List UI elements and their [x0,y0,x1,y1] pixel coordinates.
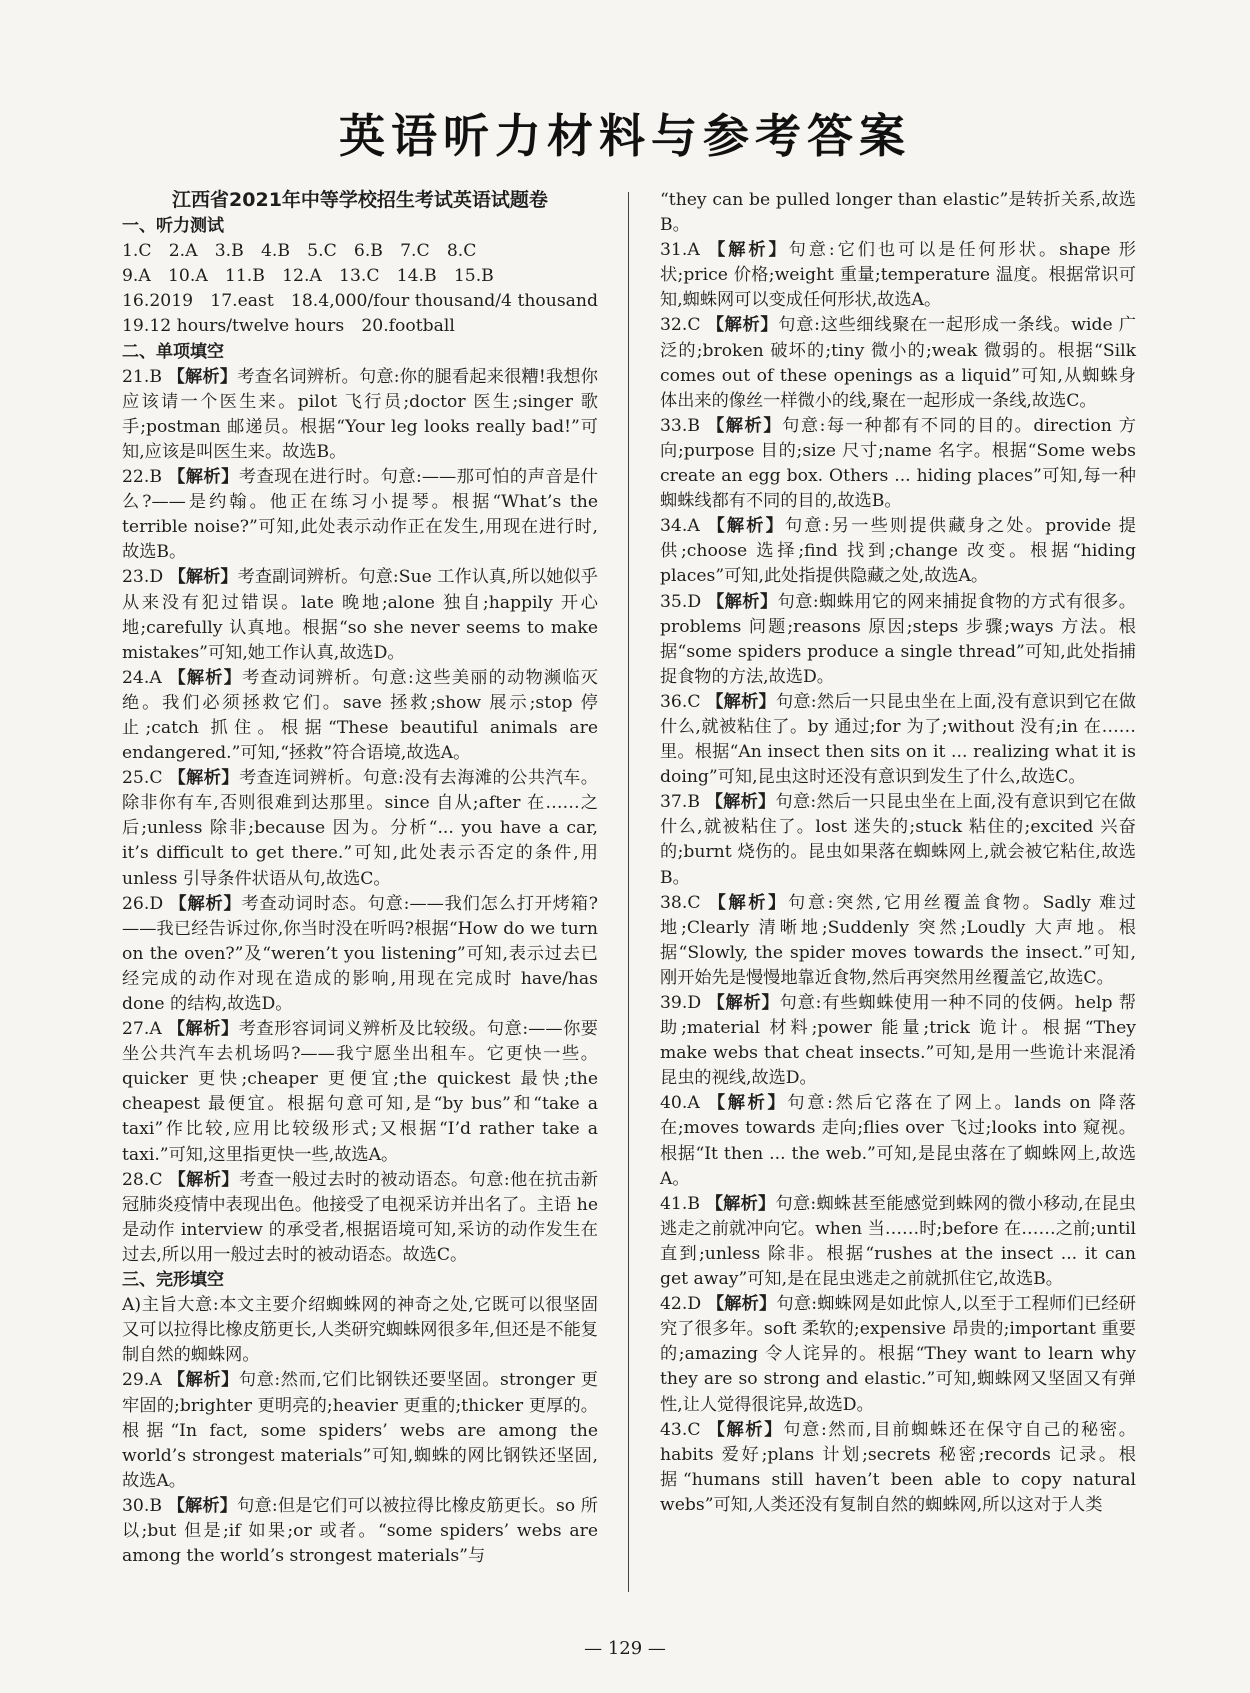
answer-list [660,238,1136,1518]
left-column [122,188,598,1569]
answer-explanation: 考查副词辨析。句意:Sue 工作认真,所以她似乎从来没有犯过错误。late 晚地;alone 独自;happily 开心地;carefully 认真地。根据“so she never seems to make mistakes”可知,她工作认真,故选D。 [122,567,598,663]
answer-item [122,666,598,766]
section-heading-single-choice: 二、单项填空 [122,341,224,362]
analysis-tag: 【解析】 [707,516,786,537]
answer-number: 21.B [122,366,162,387]
listening-line: 19.12 hours/twelve hours 20.football [122,316,455,337]
analysis-tag: 【解析】 [706,691,776,712]
page-title: 英语听力材料与参考答案 [339,109,911,163]
analysis-tag: 【解析】 [167,366,238,387]
answer-number: 29.A [122,1370,162,1391]
answer-item [122,565,598,665]
exam-title: 江西省2021年中等学校招生考试英语试题卷 [172,189,548,211]
answer-number: 43.C [660,1419,701,1440]
answer-number: 38.C [660,892,701,913]
answer-explanation: 考查形容词词义辨析及比较级。句意:——你要坐公共汽车去机场吗?——我宁愿坐出租车。它更快一些。quicker 更快;cheaper 更便宜;the quickest 最快;the cheapest 最便宜。根据句意可知,是“by bus”和“take a taxi”作比较,应用比较级形式;又根据“I’d rather take a taxi.”可知,这里指更快一些,故选A。 [122,1019,598,1165]
answer-item [660,690,1136,790]
answer-explanation: 句意:蜘蛛用它的网来捕捉食物的方式有很多。problems 问题;reasons 原因;steps 步骤;ways 方法。根据“some spiders produce a single thread”可知,此处指捕捉食物的方法,故选D。 [660,591,1136,687]
cloze-summary: A)主旨大意:本文主要介绍蜘蛛网的神奇之处,它既可以很坚固又可以拉得比橡皮筋更长,人类研究蜘蛛网很多年,但还是不能复制自然的蜘蛛网。 [122,1295,598,1366]
analysis-tag: 【解析】 [168,567,238,588]
answer-explanation: 句意:这些细线聚在一起形成一条线。wide 广泛的;broken 破坏的;tiny 微小的;weak 微弱的。根据“Silk comes out of these openings as a liquid”可知,从蜘蛛身体出来的像丝一样微小的线,聚在一起形成一条线,故选C。 [660,315,1136,411]
answer-item [660,1192,1136,1292]
answer-list [122,1368,598,1569]
answer-explanation: 句意:有些蜘蛛使用一种不同的伎俩。help 帮助;material 材料;power 能量;trick 诡计。根据“They make webs that cheat insects.”可知,是用一些诡计来混淆昆虫的视线,故选D。 [660,993,1136,1089]
analysis-tag: 【解析】 [169,893,242,914]
answer-explanation: 句意:但是它们可以被拉得比橡皮筋更长。so 所以;but 但是;if 如果;or 或者。“some spiders’ webs are among the world’s strongest materials”与 [122,1495,598,1567]
listening-line: 1.C 2.A 3.B 4.B 5.C 6.B 7.C 8.C [122,241,477,262]
answer-explanation: 句意:蜘蛛甚至能感觉到蛛网的微小移动,在昆虫逃走之前就冲向它。when 当……时;before 在……之前;until 直到;unless 除非。根据“rushes at the insect ... it can get away”可知,是在昆虫逃走之前就抓住它,故选B。 [660,1193,1136,1290]
answer-item [122,1168,598,1268]
answer-item [660,1418,1136,1518]
listening-line: 9.A 10.A 11.B 12.A 13.C 14.B 15.B [122,266,494,287]
answer-explanation: 考查现在进行时。句意:——那可怕的声音是什么?——是约翰。他正在练习小提琴。根据“What’s the terrible noise?”可知,此处表示动作正在发生,用现在进行时,故选B。 [122,467,598,563]
analysis-tag: 【解析】 [707,415,783,436]
answer-explanation: 考查动词辨析。句意:这些美丽的动物濒临灭绝。我们必须拯救它们。save 拯救;show 展示;stop 停止;catch 抓住。根据“These beautiful animals are endangered.”可知,“拯救”符合语境,故选A。 [122,667,598,764]
answer-explanation: 句意:每一种都有不同的目的。direction 方向;purpose 目的;size 尺寸;name 名字。根据“Some webs create an egg box. Others ... hiding places”可知,每一种蜘蛛线都有不同的目的,故选B。 [660,415,1136,512]
answer-explanation: 句意:突然,它用丝覆盖食物。Sadly 难过地;Clearly 清晰地;Suddenly 突然;Loudly 大声地。根据“Slowly, the spider moves towards the insect.”可知,刚开始先是慢慢地靠近食物,然后再突然用丝覆盖它,故选C。 [660,892,1136,988]
answer-explanation: 考查连词辨析。句意:没有去海滩的公共汽车。除非你有车,否则很难到达那里。since 自从;after 在……之后;unless 除非;because 因为。分析“... you have a car, it’s difficult to get there.”可知,此处表示否定的条件,用 unless 引导条件状语从句,故选C。 [122,768,598,889]
analysis-tag: 【解析】 [167,467,239,488]
right-column [660,188,1136,1518]
answer-item [122,465,598,565]
answer-list [122,365,598,1268]
answer-item [660,590,1136,690]
analysis-tag: 【解析】 [167,1495,238,1516]
answer-number: 31.A [660,240,700,261]
analysis-tag: 【解析】 [708,892,788,913]
answer-item [660,238,1136,313]
answer-number: 41.B [660,1193,700,1214]
answer-item [660,1292,1136,1417]
answer-item [122,1494,598,1569]
analysis-tag: 【解析】 [168,768,240,789]
analysis-tag: 【解析】 [707,591,778,612]
answer-item [660,891,1136,991]
answer-number: 42.D [660,1294,702,1315]
analysis-tag: 【解析】 [706,315,779,336]
answer-number: 27.A [122,1019,162,1040]
analysis-tag: 【解析】 [705,792,776,813]
answer-explanation: 考查一般过去时的被动语态。句意:他在抗击新冠肺炎疫情中表现出色。他接受了电视采访并出名了。主语 he 是动作 interview 的承受者,根据语境可知,采访的动作发生在过去,所以用一般过去时的被动语态。故选C。 [122,1169,598,1265]
analysis-tag: 【解析】 [168,1169,240,1190]
page-number: — 129 — [584,1638,666,1659]
continued-text: “they can be pulled longer than elastic”是转折关系,故选B。 [660,190,1136,236]
answer-item [122,892,598,1017]
analysis-tag: 【解析】 [705,1193,776,1214]
answer-explanation: 句意:它们也可以是任何形状。shape 形状;price 价格;weight 重量;temperature 温度。根据常识可知,蜘蛛网可以变成任何形状,故选A。 [660,240,1136,311]
section-heading-listening: 一、听力测试 [122,216,224,237]
answer-explanation: 句意:然后它落在了网上。lands on 降落在;moves towards 走向;flies over 飞过;looks into 窥视。根据“It then ... the web.”可知,是昆虫落在了蜘蛛网上,故选A。 [660,1093,1136,1189]
answer-number: 36.C [660,691,701,712]
answer-item [660,514,1136,589]
answer-number: 35.D [660,591,702,612]
answer-number: 22.B [122,467,162,488]
answer-number: 26.D [122,893,164,914]
answer-explanation: 句意:然后一只昆虫坐在上面,没有意识到它在做什么,就被粘住了。by 通过;for 为了;without 没有;in 在……里。根据“An insect then sits on it ... realizing what it is doing”可知,昆虫这时还没有意识到发生了什么,故选C。 [660,691,1136,788]
section-heading-cloze: 三、完形填空 [122,1270,224,1291]
answer-item [122,365,598,465]
answer-item [660,790,1136,890]
answer-number: 34.A [660,516,700,537]
analysis-tag: 【解析】 [167,1019,239,1040]
answer-explanation: 句意:然而,它们比钢铁还要坚固。stronger 更牢固的;brighter 更明亮的;heavier 更重的;thicker 更厚的。根据“In fact, some spiders’ webs are among the world’s strongest materials”可知,蜘蛛的网比钢铁还坚固,故选A。 [122,1370,598,1491]
listening-line: 16.2019 17.east 18.4,000/four thousand/4 thousand [122,291,598,312]
answer-number: 37.B [660,792,700,813]
answer-number: 39.D [660,993,702,1013]
answer-explanation: 句意:然后一只昆虫坐在上面,没有意识到它在做什么,就被粘住了。lost 迷失的;stuck 粘住的;excited 兴奋的;burnt 烧伤的。昆虫如果落在蜘蛛网上,就会被它粘住,故选B。 [660,792,1136,888]
answer-number: 23.D [122,567,164,588]
analysis-tag: 【解析】 [708,240,789,261]
answer-item [660,414,1136,514]
answer-number: 32.C [660,315,701,336]
answer-item [122,1368,598,1493]
answer-number: 33.B [660,415,700,436]
answer-item [660,991,1136,1091]
answer-explanation: 考查名词辨析。句意:你的腿看起来很糟!我想你应该请一个医生来。pilot 飞行员;doctor 医生;singer 歌手;postman 邮递员。根据“Your leg looks really bad!”可知,应该是叫医生来。故选B。 [122,366,598,462]
analysis-tag: 【解析】 [167,1370,239,1391]
answer-number: 28.C [122,1169,163,1190]
answer-explanation: 句意:然而,目前蜘蛛还在保守自己的秘密。habits 爱好;plans 计划;secrets 秘密;records 记录。根据“humans still haven’t been able to copy natural webs”可知,人类还没有复制自然的蜘蛛网,所以这对于人类 [660,1419,1136,1515]
answer-explanation: 句意:另一些则提供藏身之处。provide 提供;choose 选择;find 找到;change 改变。根据“hiding places”可知,此处指提供隐藏之处,故选A。 [660,516,1136,587]
answer-explanation: 句意:蜘蛛网是如此惊人,以至于工程师们已经研究了很多年。soft 柔软的;expensive 昂贵的;important 重要的;amazing 令人诧异的。根据“They want to learn why they are so strong and elastic.”可知,蜘蛛网又坚固又有弹性,让人觉得很诧异,故选D。 [660,1294,1136,1415]
answer-item [122,1017,598,1168]
answer-explanation: 考查动词时态。句意:——我们怎么打开烤箱?——我已经告诉过你,你当时没在听吗?根据“How do we turn on the oven?”及“weren’t you listening”可知,表示过去已经完成的动作对现在造成的影响,用现在完成时 have/has done 的结构,故选D。 [122,893,598,1014]
answer-number: 30.B [122,1495,162,1516]
answer-number: 40.A [660,1093,700,1114]
answer-item [122,766,598,891]
analysis-tag: 【解析】 [707,993,780,1013]
column-divider [628,192,629,1592]
answer-number: 25.C [122,768,163,789]
answer-item [660,1091,1136,1191]
answer-item [660,313,1136,413]
analysis-tag: 【解析】 [706,1294,777,1315]
answer-number: 24.A [122,667,162,688]
analysis-tag: 【解析】 [707,1419,784,1440]
analysis-tag: 【解析】 [168,667,243,688]
analysis-tag: 【解析】 [707,1093,788,1114]
